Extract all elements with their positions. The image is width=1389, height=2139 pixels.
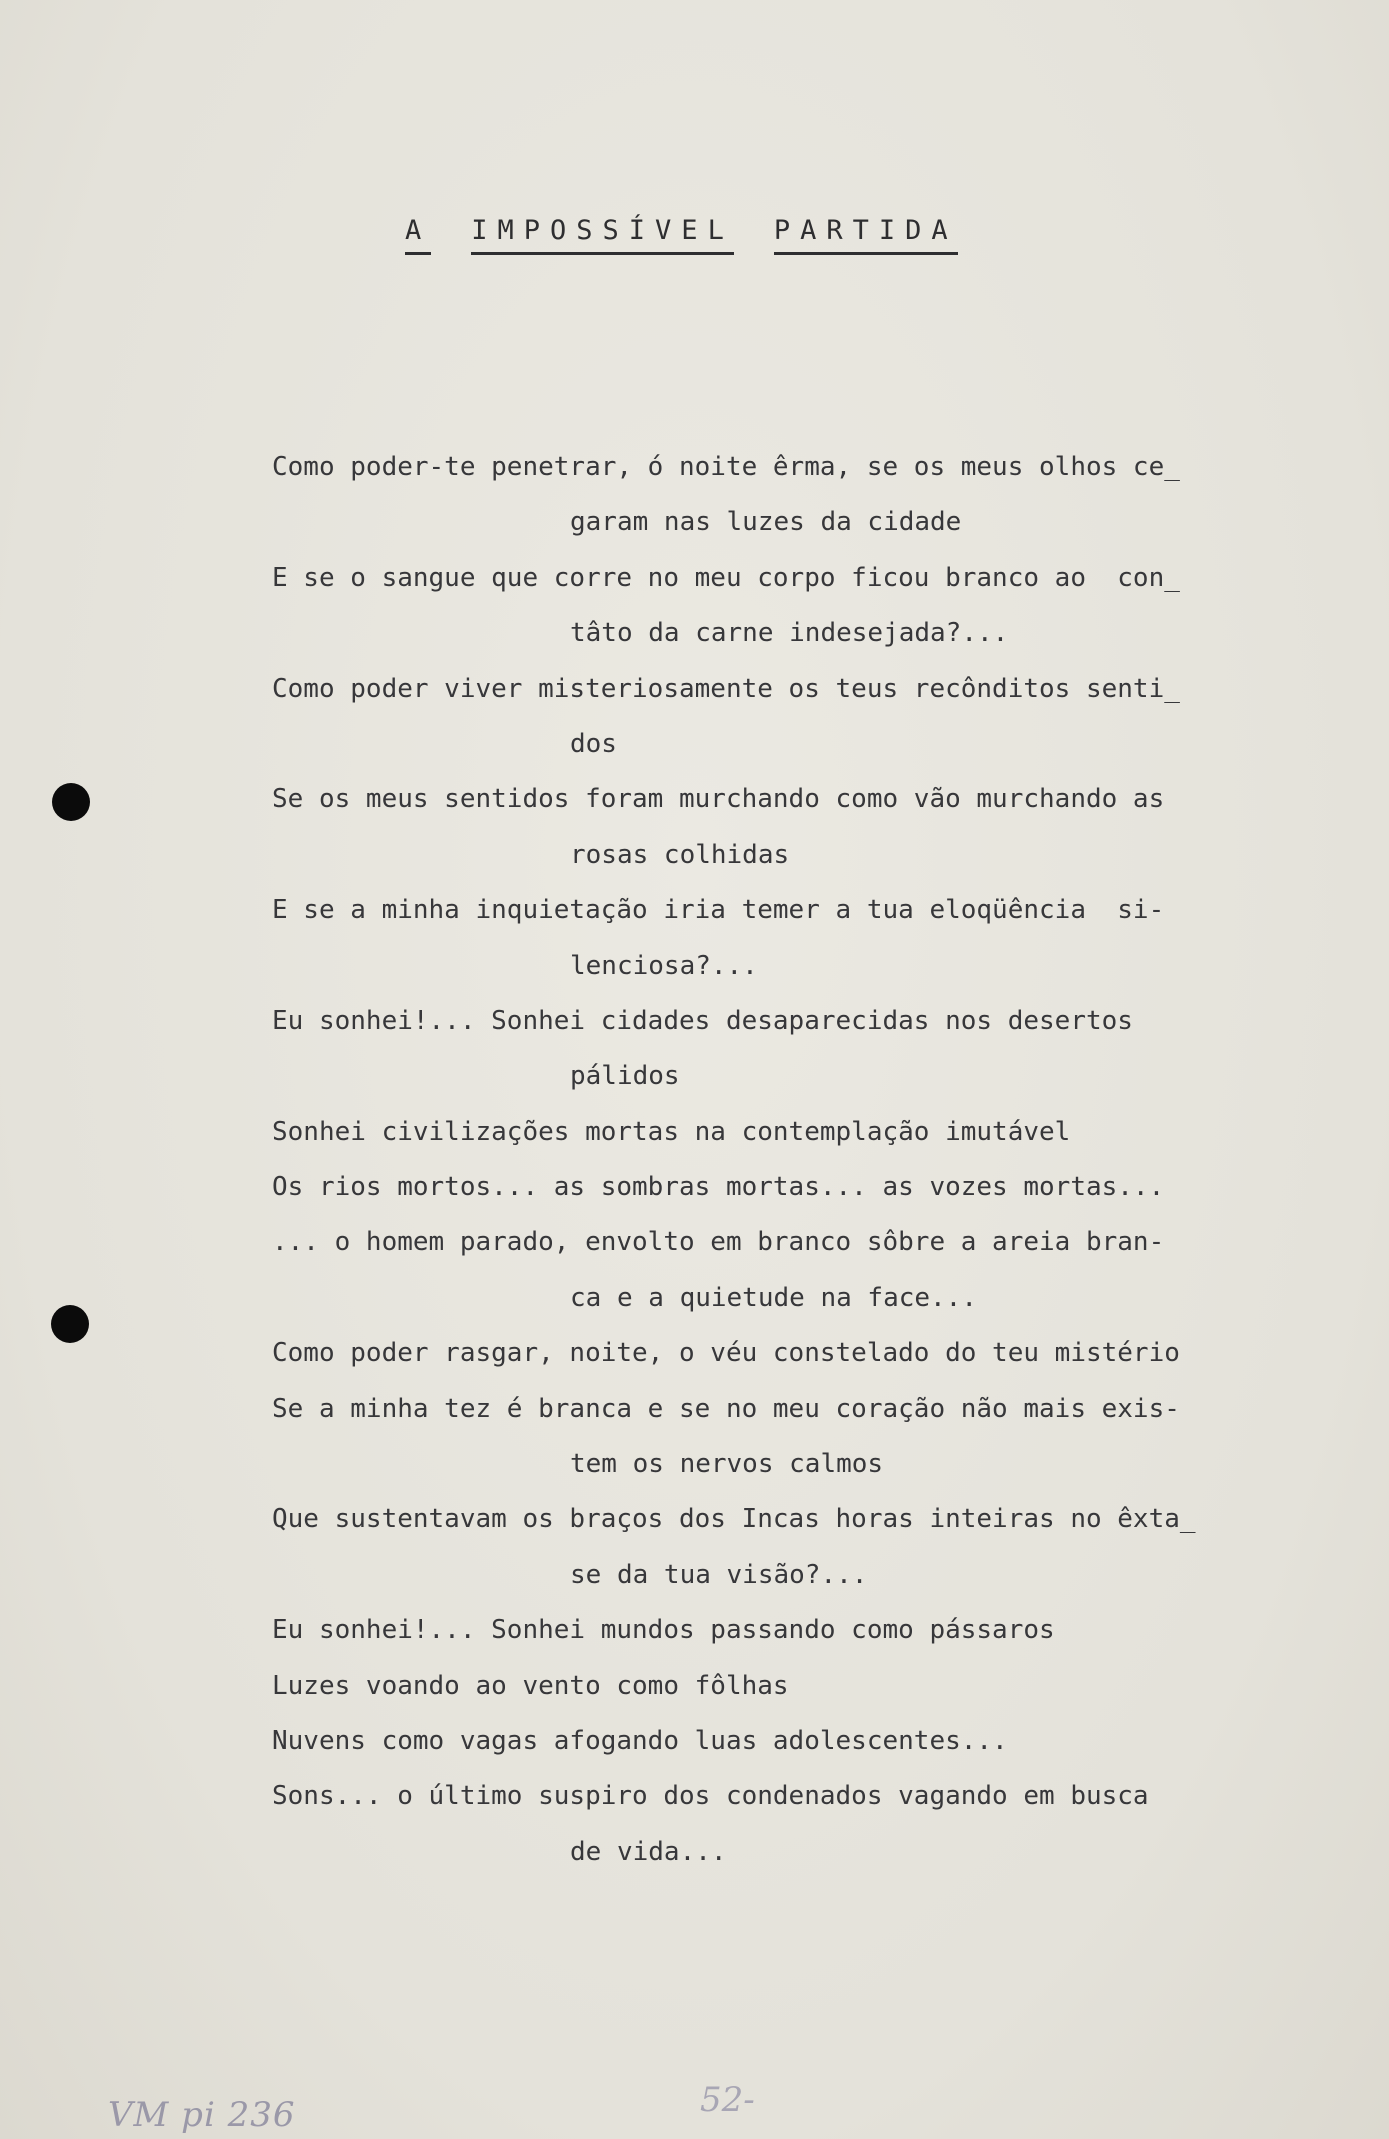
poem-line: de vida... [570, 1836, 727, 1867]
poem-line: E se a minha inquietação iria temer a tua eloqüência si- [272, 895, 1165, 926]
poem-line: Luzes voando ao vento como fôlhas [272, 1670, 789, 1701]
punch-hole [52, 783, 90, 821]
poem-line: Eu sonhei!... Sonhei cidades desaparecidas nos desertos [272, 1005, 1133, 1036]
poem-line: tem os nervos calmos [570, 1449, 884, 1480]
poem-line: Se os meus sentidos foram murchando como vão murchando as [272, 784, 1165, 815]
poem-line: dos [570, 728, 617, 759]
poem-line: se da tua visão?... [570, 1559, 868, 1590]
poem-line: ... o homem parado, envolto em branco sôbre a areia bran- [272, 1227, 1165, 1258]
poem-line: lenciosa?... [570, 950, 758, 981]
archive-reference-note: VM pi 236 [108, 2095, 296, 2135]
poem-line: tâto da carne indesejada?... [570, 618, 1009, 649]
poem-line: Como poder rasgar, noite, o véu constelado do teu mistério [272, 1338, 1180, 1369]
poem-line: rosas colhidas [570, 839, 790, 870]
poem-line: Se a minha tez é branca e se no meu coração não mais exis- [272, 1393, 1180, 1424]
poem-line: Como poder-te penetrar, ó noite êrma, se os meus olhos ce_ [272, 452, 1180, 482]
poem-line: Que sustentavam os braços dos Incas horas inteiras no êxta_ [272, 1504, 1196, 1535]
poem-line: Nuvens como vagas afogando luas adolescentes... [272, 1725, 1008, 1756]
page-number: 52- [700, 2080, 755, 2120]
poem-line: Eu sonhei!... Sonhei mundos passando como pássaros [272, 1615, 1055, 1646]
poem-line: Os rios mortos... as sombras mortas... as vozes mortas... [272, 1172, 1165, 1203]
poem-line: pálidos [570, 1061, 680, 1092]
poem-line: Sons... o último suspiro dos condenados vagando em busca [272, 1781, 1149, 1812]
poem-line: Como poder viver misteriosamente os teus recônditos senti_ [272, 673, 1180, 704]
poem-title [405, 215, 958, 255]
title-word: IMPOSSÍVEL [471, 215, 734, 255]
poem-line: ca e a quietude na face... [570, 1282, 977, 1313]
title-word: A [405, 215, 431, 255]
poem-body [272, 440, 1232, 1880]
punch-hole [51, 1305, 89, 1343]
poem-line: garam nas luzes da cidade [570, 507, 962, 538]
title-word: PARTIDA [774, 215, 958, 255]
poem-line: E se o sangue que corre no meu corpo ficou branco ao con_ [272, 562, 1180, 593]
poem-line: Sonhei civilizações mortas na contemplação imutável [272, 1116, 1071, 1147]
